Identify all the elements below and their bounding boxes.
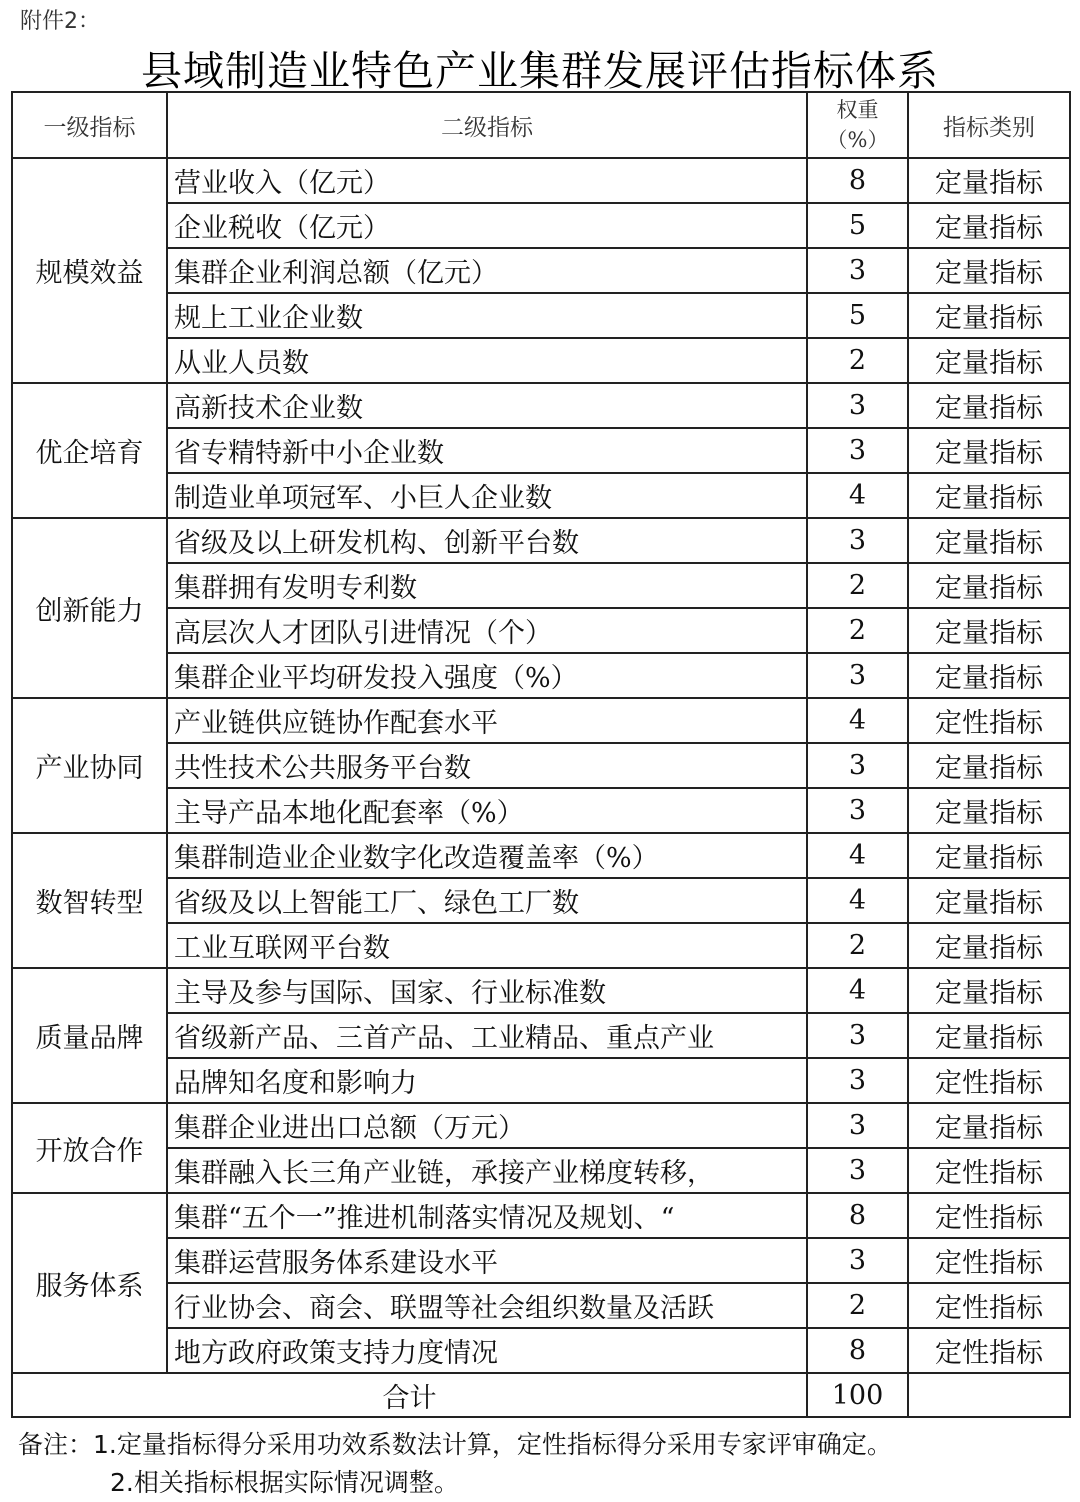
level2-indicator: 高层次人才团队引进情况（个）	[167, 608, 807, 653]
level1-indicator: 开放合作	[12, 1103, 167, 1193]
weight-cell: 5	[807, 293, 908, 338]
level1-indicator: 产业协同	[12, 698, 167, 833]
weight-cell: 8	[807, 1193, 908, 1238]
weight-cell: 2	[807, 338, 908, 383]
header-category: 指标类别	[908, 92, 1070, 158]
category-cell: 定量指标	[908, 788, 1070, 833]
weight-cell: 3	[807, 1013, 908, 1058]
table-row	[12, 1058, 1070, 1103]
header-weight-line1: 权重	[836, 98, 879, 122]
weight-cell: 3	[807, 788, 908, 833]
table-row	[12, 518, 1070, 563]
level2-indicator: 集群融入长三角产业链，承接产业梯度转移，	[167, 1148, 807, 1193]
total-label: 合计	[12, 1373, 807, 1417]
level1-indicator: 服务体系	[12, 1193, 167, 1373]
category-cell: 定性指标	[908, 1238, 1070, 1283]
table-row	[12, 923, 1070, 968]
level2-indicator: 产业链供应链协作配套水平	[167, 698, 807, 743]
level2-indicator: 集群运营服务体系建设水平	[167, 1238, 807, 1283]
note-1: 备注：1.定量指标得分采用功效系数法计算，定性指标得分采用专家评审确定。	[18, 1430, 892, 1459]
level2-indicator: 地方政府政策支持力度情况	[167, 1328, 807, 1373]
table-row	[12, 563, 1070, 608]
table-row	[12, 698, 1070, 743]
category-cell: 定量指标	[908, 518, 1070, 563]
weight-cell: 3	[807, 428, 908, 473]
table-row	[12, 1148, 1070, 1193]
table-row	[12, 968, 1070, 1013]
total-row	[12, 1373, 1070, 1417]
category-cell: 定量指标	[908, 338, 1070, 383]
category-cell: 定性指标	[908, 1148, 1070, 1193]
level2-indicator: 省级新产品、三首产品、工业精品、重点产业	[167, 1013, 807, 1058]
weight-cell: 3	[807, 248, 908, 293]
category-cell: 定性指标	[908, 1058, 1070, 1103]
category-cell: 定量指标	[908, 653, 1070, 698]
table-row	[12, 1328, 1070, 1373]
category-cell: 定量指标	[908, 1013, 1070, 1058]
category-cell: 定量指标	[908, 248, 1070, 293]
table-row	[12, 1103, 1070, 1148]
table-row	[12, 608, 1070, 653]
category-cell: 定性指标	[908, 698, 1070, 743]
weight-cell: 2	[807, 608, 908, 653]
weight-cell: 4	[807, 968, 908, 1013]
level2-indicator: 从业人员数	[167, 338, 807, 383]
table-row	[12, 1193, 1070, 1238]
level2-indicator: 省专精特新中小企业数	[167, 428, 807, 473]
indicator-table	[11, 91, 1071, 1418]
table-row	[12, 833, 1070, 878]
header-row	[12, 92, 1070, 158]
table-row	[12, 383, 1070, 428]
header-level1: 一级指标	[12, 92, 167, 158]
weight-cell: 8	[807, 158, 908, 203]
table-row	[12, 473, 1070, 518]
level2-indicator: 主导及参与国际、国家、行业标准数	[167, 968, 807, 1013]
level2-indicator: 主导产品本地化配套率（%）	[167, 788, 807, 833]
level2-indicator: 集群企业平均研发投入强度（%）	[167, 653, 807, 698]
weight-cell: 4	[807, 878, 908, 923]
table-row	[12, 788, 1070, 833]
level2-indicator: 企业税收（亿元）	[167, 203, 807, 248]
weight-cell: 5	[807, 203, 908, 248]
category-cell: 定量指标	[908, 293, 1070, 338]
category-cell: 定性指标	[908, 1328, 1070, 1373]
level2-indicator: 规上工业企业数	[167, 293, 807, 338]
table-row	[12, 1238, 1070, 1283]
category-cell: 定量指标	[908, 383, 1070, 428]
level2-indicator: 集群企业利润总额（亿元）	[167, 248, 807, 293]
category-cell: 定量指标	[908, 878, 1070, 923]
level2-indicator: 品牌知名度和影响力	[167, 1058, 807, 1103]
table-row	[12, 653, 1070, 698]
weight-cell: 3	[807, 383, 908, 428]
category-cell: 定量指标	[908, 833, 1070, 878]
header-level2: 二级指标	[167, 92, 807, 158]
level2-indicator: 集群“五个一”推进机制落实情况及规划、“	[167, 1193, 807, 1238]
weight-cell: 4	[807, 833, 908, 878]
weight-cell: 2	[807, 923, 908, 968]
level1-indicator: 数智转型	[12, 833, 167, 968]
attachment-label: 附件2：	[20, 9, 100, 34]
level1-indicator: 优企培育	[12, 383, 167, 518]
category-cell: 定量指标	[908, 203, 1070, 248]
table-row	[12, 743, 1070, 788]
level2-indicator: 省级及以上智能工厂、绿色工厂数	[167, 878, 807, 923]
table-row	[12, 248, 1070, 293]
weight-cell: 2	[807, 1283, 908, 1328]
weight-cell: 3	[807, 1058, 908, 1103]
category-cell: 定量指标	[908, 1103, 1070, 1148]
level2-indicator: 制造业单项冠军、小巨人企业数	[167, 473, 807, 518]
weight-cell: 4	[807, 473, 908, 518]
weight-cell: 3	[807, 1238, 908, 1283]
header-weight	[807, 92, 908, 158]
table-row	[12, 338, 1070, 383]
level2-indicator: 集群制造业企业数字化改造覆盖率（%）	[167, 833, 807, 878]
table-row	[12, 293, 1070, 338]
weight-cell: 3	[807, 1148, 908, 1193]
level2-indicator: 省级及以上研发机构、创新平台数	[167, 518, 807, 563]
category-cell: 定量指标	[908, 473, 1070, 518]
weight-cell: 4	[807, 698, 908, 743]
level2-indicator: 高新技术企业数	[167, 383, 807, 428]
level1-indicator: 规模效益	[12, 158, 167, 383]
level2-indicator: 工业互联网平台数	[167, 923, 807, 968]
category-cell: 定量指标	[908, 743, 1070, 788]
notes	[18, 1426, 892, 1502]
page-title: 县域制造业特色产业集群发展评估指标体系	[141, 47, 939, 95]
category-cell: 定量指标	[908, 968, 1070, 1013]
table-row	[12, 203, 1070, 248]
level2-indicator: 行业协会、商会、联盟等社会组织数量及活跃	[167, 1283, 807, 1328]
table-row	[12, 158, 1070, 203]
table-row	[12, 428, 1070, 473]
total-weight: 100	[807, 1373, 908, 1417]
level2-indicator: 集群企业进出口总额（万元）	[167, 1103, 807, 1148]
category-cell: 定量指标	[908, 923, 1070, 968]
category-cell: 定量指标	[908, 428, 1070, 473]
category-cell: 定量指标	[908, 158, 1070, 203]
level1-indicator: 创新能力	[12, 518, 167, 698]
category-cell: 定性指标	[908, 1193, 1070, 1238]
weight-cell: 3	[807, 653, 908, 698]
note-2: 2.相关指标根据实际情况调整。	[110, 1468, 459, 1497]
level1-indicator: 质量品牌	[12, 968, 167, 1103]
level2-indicator: 营业收入（亿元）	[167, 158, 807, 203]
table-row	[12, 1013, 1070, 1058]
header-weight-line2: （%）	[826, 128, 889, 152]
weight-cell: 3	[807, 518, 908, 563]
total-category-empty	[908, 1373, 1070, 1417]
level2-indicator: 共性技术公共服务平台数	[167, 743, 807, 788]
weight-cell: 3	[807, 743, 908, 788]
category-cell: 定量指标	[908, 608, 1070, 653]
table-row	[12, 878, 1070, 923]
weight-cell: 2	[807, 563, 908, 608]
weight-cell: 8	[807, 1328, 908, 1373]
weight-cell: 3	[807, 1103, 908, 1148]
level2-indicator: 集群拥有发明专利数	[167, 563, 807, 608]
table-row	[12, 1283, 1070, 1328]
category-cell: 定量指标	[908, 563, 1070, 608]
category-cell: 定性指标	[908, 1283, 1070, 1328]
